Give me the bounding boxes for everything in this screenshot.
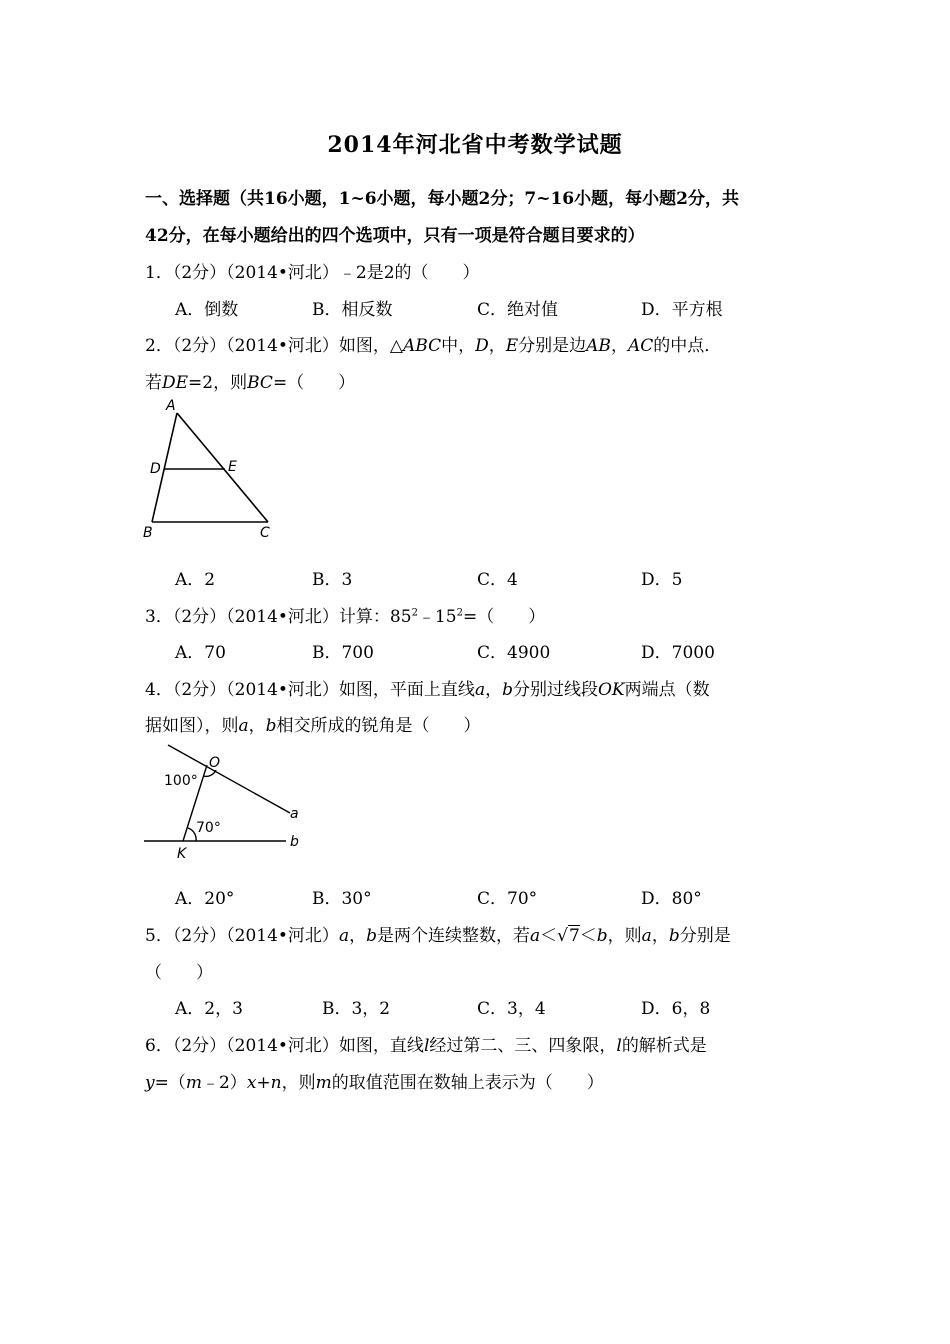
side-ac <box>177 413 268 522</box>
q3-option-b[interactable]: B．700 <box>312 643 374 663</box>
label-o: O <box>209 755 221 771</box>
label-c: C <box>260 525 270 541</box>
sqrt-symbol: √ <box>557 926 568 946</box>
triangle-figure <box>140 395 290 545</box>
question-1: 1．（2分）（2014•河北）﹣2是2的（ ） <box>145 263 480 283</box>
q1-option-d[interactable]: D．平方根 <box>641 300 723 320</box>
question-6-line2: y=（m﹣2）x+n，则m的取值范围在数轴上表示为（ ） <box>145 1073 604 1093</box>
q5-option-d[interactable]: D．6，8 <box>641 999 711 1019</box>
question-4-line1: 4．（2分）（2014•河北）如图，平面上直线a，b分别过线段OK两端点（数 <box>145 680 710 700</box>
label-angle-100: 100° <box>164 773 198 789</box>
q2-option-c[interactable]: C．4 <box>477 570 518 590</box>
angle-arc-k <box>188 828 196 841</box>
question-6-line1: 6．（2分）（2014•河北）如图，直线l经过第二、三、四象限，l的解析式是 <box>145 1036 707 1056</box>
question-5-line2: （ ） <box>145 963 213 983</box>
q4-option-c[interactable]: C．70° <box>477 889 538 909</box>
question-2-line1: 2．（2分）（2014•河北）如图，△ABC中，D，E分别是边AB，AC的中点． <box>145 336 722 356</box>
q4-option-b[interactable]: B．30° <box>312 889 372 909</box>
q3-option-d[interactable]: D．7000 <box>641 643 715 663</box>
q4-option-d[interactable]: D．80° <box>641 889 702 909</box>
question-5-line1: 5．（2分）（2014•河北）a，b是两个连续整数，若a＜√7＜b，则a，b分别是 <box>145 926 731 946</box>
page-title: 2014年河北省中考数学试题 <box>327 132 623 158</box>
section-heading-line2: 42分，在每小题给出的四个选项中，只有一项是符合题目要求的） <box>145 226 645 246</box>
q3-option-c[interactable]: C．4900 <box>477 643 551 663</box>
q1-option-c[interactable]: C．绝对值 <box>477 300 559 320</box>
q1-option-b[interactable]: B．相反数 <box>312 300 393 320</box>
label-angle-70: 70° <box>196 820 221 836</box>
section-heading-line1: 一、选择题（共16小题，1~6小题，每小题2分；7~16小题，每小题2分，共 <box>145 189 739 209</box>
sqrt-radicand: 7 <box>568 926 580 946</box>
label-line-b: b <box>290 834 299 850</box>
angle-figure <box>140 740 310 865</box>
label-line-a: a <box>290 806 299 822</box>
question-3: 3．（2分）（2014•河北）计算：$85^2﹣15^2=$（ ） <box>145 607 546 627</box>
question-4-line2: 据如图），则a，b相交所成的锐角是（ ） <box>145 716 481 736</box>
label-a: A <box>166 398 176 414</box>
q2-option-d[interactable]: D．5 <box>641 570 683 590</box>
label-k: K <box>177 846 187 862</box>
label-e: E <box>228 459 237 475</box>
q4-option-a[interactable]: A．20° <box>175 889 235 909</box>
q1-option-a[interactable]: A．倒数 <box>175 300 239 320</box>
q5-option-a[interactable]: A．2，3 <box>175 999 243 1019</box>
label-d: D <box>150 461 161 477</box>
q2-option-b[interactable]: B．3 <box>312 570 353 590</box>
question-2-line2: 若DE=2，则BC=（ ） <box>145 373 356 393</box>
q5-option-b[interactable]: B．3，2 <box>322 999 391 1019</box>
q2-option-a[interactable]: A．2 <box>175 570 216 590</box>
q3-option-a[interactable]: A．70 <box>175 643 226 663</box>
q5-option-c[interactable]: C．3，4 <box>477 999 546 1019</box>
label-b: B <box>143 525 153 541</box>
